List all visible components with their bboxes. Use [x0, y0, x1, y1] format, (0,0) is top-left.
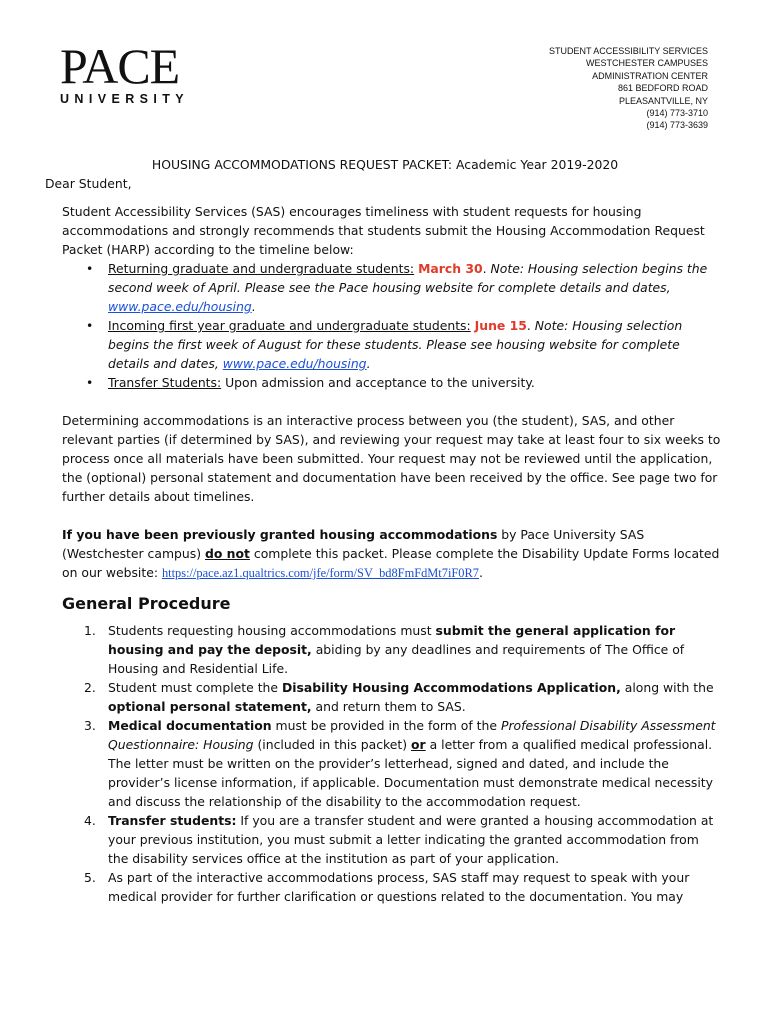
procedure-text: (included in this packet): [253, 737, 412, 752]
procedure-text: Students requesting housing accommodations must: [108, 623, 436, 638]
timeline-text: Upon admission and acceptance to the university.: [221, 375, 535, 390]
punctuation: .: [482, 261, 487, 276]
timeline-label: Transfer Students:: [108, 375, 222, 390]
punctuation: .: [251, 299, 256, 314]
timeline-date: March 30: [418, 261, 483, 276]
procedure-item: [62, 868, 722, 906]
intro-paragraph: Student Accessibility Services (SAS) encourages timeliness with student requests for housing accommodations and strongly recommends that students submit the Housing Accommodation Request Packet (HARP) according to the timeline below:: [62, 204, 705, 257]
emphasis-text: If you have been previously granted housing accommodations: [62, 527, 498, 542]
procedure-text: Transfer students:: [108, 813, 237, 828]
emphasis-text: do not: [204, 546, 250, 561]
procedure-text: As part of the interactive accommodations process, SAS staff may request to speak with your medical provider for further clarification or questions related to the documentation. You may: [108, 870, 690, 904]
letter-body: [62, 202, 722, 906]
housing-link[interactable]: www.pace.edu/housing: [222, 356, 367, 371]
procedure-item: [62, 621, 722, 678]
office-address: [549, 45, 708, 132]
timeline-note: Note: Housing selection begins the first week of August for these students. Please see housing website for complete details and dates,: [108, 318, 683, 371]
address-line: ADMINISTRATION CENTER: [592, 70, 708, 81]
procedure-number: 1.: [84, 623, 96, 638]
procedure-item: [62, 811, 722, 868]
address-line: WESTCHESTER CAMPUSES: [585, 58, 708, 69]
punctuation: .: [478, 565, 483, 580]
procedure-text: Professional Disability Assessment Questionnaire: Housing: [108, 718, 716, 752]
address-line: 861 BEDFORD ROAD: [617, 83, 708, 94]
procedure-number: 5.: [84, 870, 96, 885]
procedure-text: abiding by any deadlines and requirements of The Office of Housing and Residential Life.: [108, 642, 685, 676]
timeline-note: Note: Housing selection begins the second week of April. Please see the Pace housing website for complete details and dates,: [108, 261, 708, 295]
procedure-text: Medical documentation: [108, 718, 272, 733]
procedure-text: or: [411, 737, 426, 752]
address-line: (914) 773-3710: [646, 108, 708, 119]
body-text: complete this packet. Please complete the Disability Update Forms located on our website:: [62, 546, 720, 580]
list-item: [62, 373, 722, 392]
list-item: [62, 259, 722, 316]
determining-paragraph: Determining accommodations is an interactive process between you (the student), SAS, and other relevant parties (if determined by SAS), and reviewing your request may take at least four to six weeks to process once all materials have been submitted. Your request may not be reviewed until the application, the (optional) personal statement and documentation have been received by the office. See page two for further details about timelines.: [62, 413, 721, 504]
procedure-text: If you are a transfer student and were granted a housing accommodation at your previous institution, you must submit a letter indicating the granted accommodation from the disability services office at the institution as part of your application.: [108, 813, 714, 866]
list-item: [62, 316, 722, 373]
timeline-date: June 15: [474, 318, 527, 333]
address-line: (914) 773-3639: [646, 120, 708, 131]
procedure-text: along with the: [620, 680, 714, 695]
housing-link[interactable]: www.pace.edu/housing: [108, 299, 252, 314]
timeline-label: Returning graduate and undergraduate students:: [108, 261, 415, 276]
timeline-list: [62, 259, 722, 392]
salutation: Dear Student,: [45, 176, 132, 191]
disability-update-forms-link[interactable]: https://pace.az1.qualtrics.com/jfe/form/SV_bd8FmFdMt7iF0R7: [161, 566, 479, 580]
procedure-text: optional personal statement,: [108, 699, 312, 714]
procedure-number: 4.: [84, 813, 96, 828]
address-line: STUDENT ACCESSIBILITY SERVICES: [548, 46, 708, 56]
pace-university-logo: [60, 38, 205, 106]
procedure-list: [62, 621, 722, 906]
procedure-text: submit the general application for housing and pay the deposit,: [108, 623, 676, 657]
procedure-number: 2.: [84, 680, 96, 695]
address-line: PLEASANTVILLE, NY: [618, 95, 708, 106]
procedure-text: Student must complete the: [108, 680, 282, 695]
packet-title: HOUSING ACCOMMODATIONS REQUEST PACKET: Academic Year 2019-2020: [151, 157, 619, 172]
procedure-text: a letter from a qualified medical professional. The letter must be written on the provider’s letterhead, signed and dated, and include the provider’s license information, if applicable. Documentation must demonstrate medical necessity and discuss the relationship of the disability to the accommodation request.: [108, 737, 713, 809]
procedure-item: [62, 678, 722, 716]
previous-accommodations-paragraph: [62, 525, 722, 583]
punctuation: .: [526, 318, 531, 333]
procedure-text: must be provided in the form of the: [271, 718, 501, 733]
procedure-text: and return them to SAS.: [311, 699, 466, 714]
body-text: by Pace University SAS (Westchester campus): [62, 527, 645, 561]
logo-pace-text: PACE: [60, 38, 180, 94]
timeline-label: Incoming first year graduate and undergraduate students:: [108, 318, 471, 333]
procedure-number: 3.: [84, 718, 96, 733]
procedure-text: Disability Housing Accommodations Application,: [281, 680, 621, 695]
procedure-item: [62, 716, 722, 811]
punctuation: .: [366, 356, 371, 371]
logo-university-text: UNIVERSITY: [60, 92, 190, 106]
general-procedure-heading: General Procedure: [62, 594, 231, 613]
